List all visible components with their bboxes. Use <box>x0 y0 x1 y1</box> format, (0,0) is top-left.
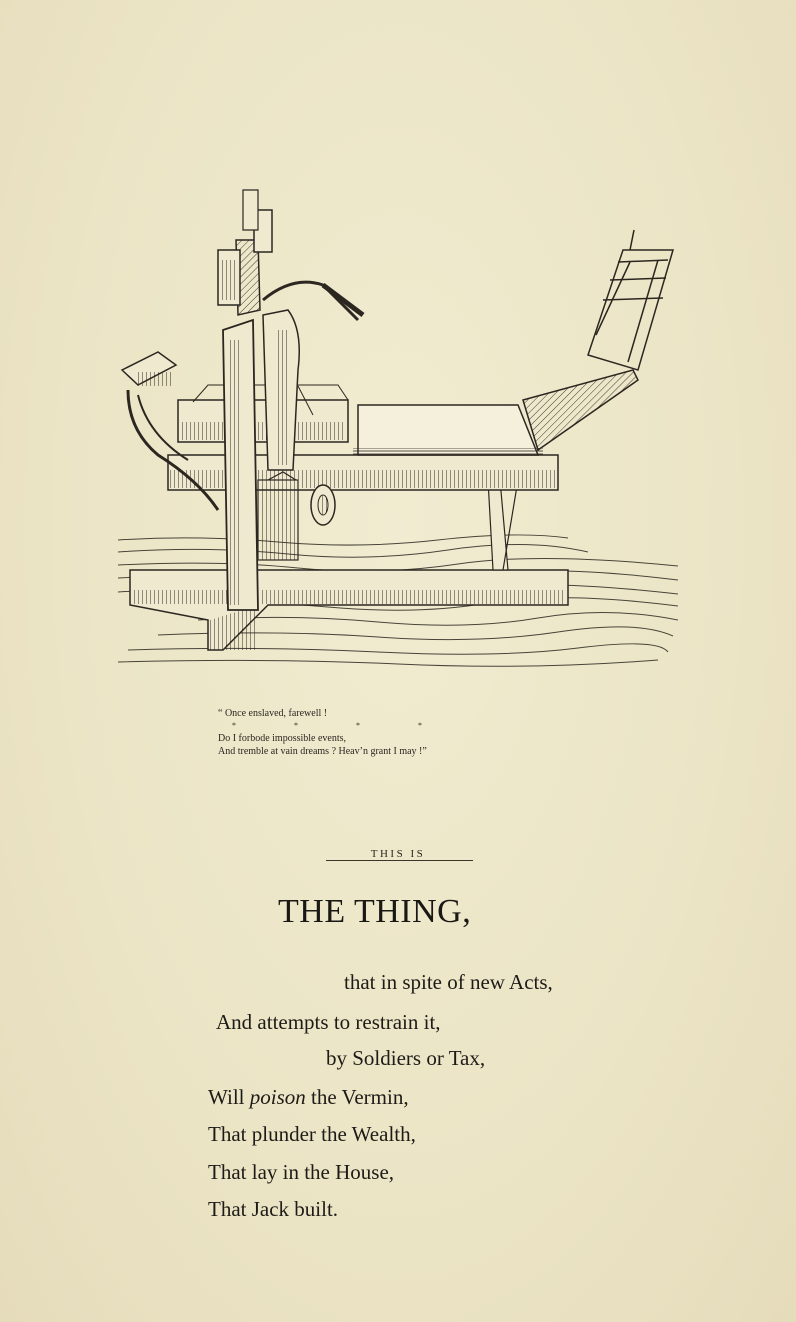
epigraph-line-3: And tremble at vain dreams ? Heav’n grant I may !” <box>218 746 427 757</box>
printing-press-icon <box>118 180 678 670</box>
verse-line-3: by Soldiers or Tax, <box>326 1046 486 1070</box>
page-title: THE THING, <box>278 893 472 930</box>
verse-line-7: That Jack built. <box>208 1197 339 1221</box>
section-divider <box>326 860 473 861</box>
verse-line-4 <box>208 1085 409 1110</box>
epigraph-line-1: “ Once enslaved, farewell ! <box>218 708 328 719</box>
epigraph-line-2: Do I forbode impossible events, <box>218 733 347 744</box>
verse-line-1: that in spite of new Acts, <box>344 970 553 994</box>
epigraph-stars: * * * * <box>232 721 450 730</box>
verse-line-4-pre: Will <box>208 1085 250 1109</box>
heading-this-is: THIS IS <box>370 848 426 860</box>
verse-line-6: That lay in the House, <box>208 1160 395 1184</box>
verse-line-2: And attempts to restrain it, <box>216 1010 441 1034</box>
epigraph <box>218 707 450 758</box>
verse-line-4-emphasis: poison <box>249 1085 306 1109</box>
verse-line-5: That plunder the Wealth, <box>208 1122 416 1146</box>
verse-line-4-post: the Vermin, <box>305 1085 409 1109</box>
